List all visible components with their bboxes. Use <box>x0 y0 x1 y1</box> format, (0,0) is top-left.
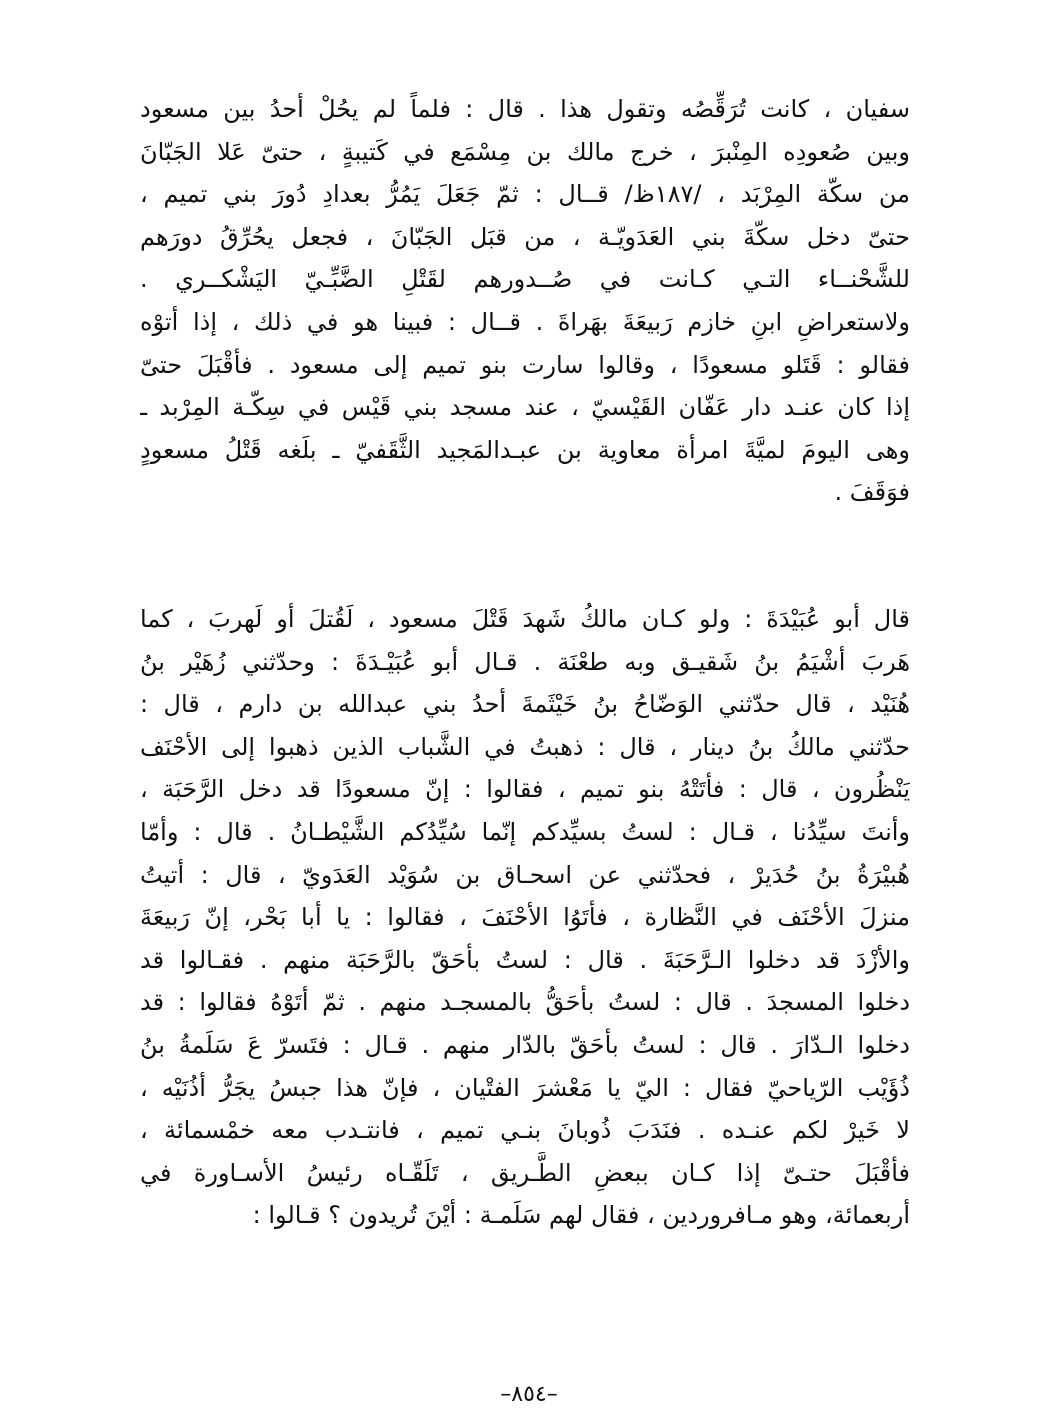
text-line: فقالو : قَتَلو مسعودًا ، وقالوا سارت بنو تميم إلى مسعود . فأقْبَلَ حتىّ <box>140 350 910 379</box>
text-line: سفيان ، كانت تُرَقِّصُه وتقول هذا . قال : فلماً لم يحُلْ أحدُ بين مسعود <box>140 95 910 123</box>
paragraph-1 <box>140 88 910 514</box>
text-line: دخلوا المسجدَ . قال : لستُ بأحَقُّ بالمسجـد منهم . ثمّ أتَوْهُ فقالوا : قد <box>140 988 910 1017</box>
text-line: وبين صُعودِه المِنْبرَ ، خرج مالك بن مِسْمَع في كَتيبةٍ ، حتىّ عَلا الجَبّانَ <box>140 137 910 166</box>
text-line: لا خَيرْ لكم عنـده . فنَدَبَ ذُوبانَ بنـي تميم ، فانتـدب معه خمْسمائة ، <box>140 1116 910 1145</box>
text-line: حدّثني مالكُ بنُ دينار ، قال : ذهبتُ في الشَّباب الذين ذهبوا إلى الأحْنَف <box>140 732 910 761</box>
paragraph-2 <box>140 598 910 1237</box>
text-line: ولاستعراضِ ابنِ خازم رَبيعَةَ بهَراةَ . قــال : فبينا هو في ذلك ، إذا أتوْه <box>140 307 910 336</box>
text-line: والأزْدَ قد دخلوا الـرَّحَبَةَ . قال : لستُ بأحَقّ بالرَّحَبَة منهم . فقـالوا قد <box>140 945 910 974</box>
text-line: فأقْبَلَ حتـىّ إذا كـان ببعضِ الطَّـريق ، تَلَقّـاه رئيسُ الأسـاورة في <box>140 1158 910 1187</box>
text-line: هُبيْرَةُ بنُ حُدَيرْ ، فحدّثني عن اسحـاق بن سُوَيْد العَدَويّ ، قال : أتيتُ <box>140 860 910 889</box>
page-number: –٨٥٤– <box>500 1382 558 1407</box>
text-line: فوَقَفَ . <box>834 478 910 507</box>
text-line: قال أبو عُبَيْدَةَ : ولو كـان مالكُ شَهدَ قَتْلَ مسعود ، لَقُتلَ أو لَهربَ ، كما <box>140 605 910 633</box>
text-line: وهى اليومَ لميَّةَ امرأة معاوية بن عبـدالمَجيد الثَّقَفيّ ـ بلَغه قَتْلُ مسعودٍ <box>140 435 910 464</box>
text-line: أربعمائة، وهو مـافروردين ، فقال لهم سَلَمـة : أيْنَ تُريدون ؟ قـالوا : <box>252 1201 910 1230</box>
text-line: هَربَ أشْيَمُ بنُ شَقيـق وبه طعْنَة . قـال أبو عُبَيْـدَةَ : وحدّثني زُهَيْر بنُ <box>140 647 910 676</box>
text-line: حتىّ دخل سكّةَ بني العَدَويّـة ، من قبَل الجَبّانَ ، فجعل يحُرِّقُ دورَهم <box>140 222 910 251</box>
text-line: دخلوا الـدّارَ . قال : لستُ بأحَقّ بالدّار منهم . قـال : فتَسرّ عَ سَلَمةُ بنُ <box>140 1030 910 1059</box>
text-line: ذُؤَيْب الرّياحيّ فقال : اليّ يا مَعْشرَ الفتْيان ، فإنّ هذا جبسُ يجَرُّ أذُنَيْه ، <box>140 1073 910 1102</box>
text-line: إذا كان عنـد دار عَفّان القَيْسيّ ، عند مسجد بني قَيْس في سِكّـة المِرْبد ـ <box>140 393 910 422</box>
text-line: للشَّحْنــاء التـي كـانت في صُــدورهم لقَتْلِ الضَّبِّـيّ اليَشْكــري . <box>140 265 910 294</box>
text-line: من سكّة المِرْبَد ، /١٨٧ظ/ قــال : ثمّ جَعَلَ يَمُرُّ بعدادِ دُورَ بني تميم ، <box>140 180 910 209</box>
text-line: يَنْظُرون ، قال : فأتَتْهُ بنو تميم ، فقالوا : إنّ مسعودًا قد دخل الرَّحَبَة ، <box>140 775 910 804</box>
text-line: منزلَ الأحْنَف في النَّظارة ، فأتَوُا الأحْنَفَ ، فقالوا : يا أبا بَحْر، إنّ رَبيعَةَ <box>140 903 910 932</box>
text-line: هُنَيْد ، قال حدّثني الوَضّاحُ بنُ خَيْثَمةَ أحدُ بني عبدالله بن دارم ، قال : <box>140 690 910 719</box>
text-line: وأنتَ سيِّدُنا ، قـال : لستُ بسيِّدكم إنّما سُيِّدُكم الشَّيْطـانُ . قال : وأمّا <box>140 817 910 846</box>
